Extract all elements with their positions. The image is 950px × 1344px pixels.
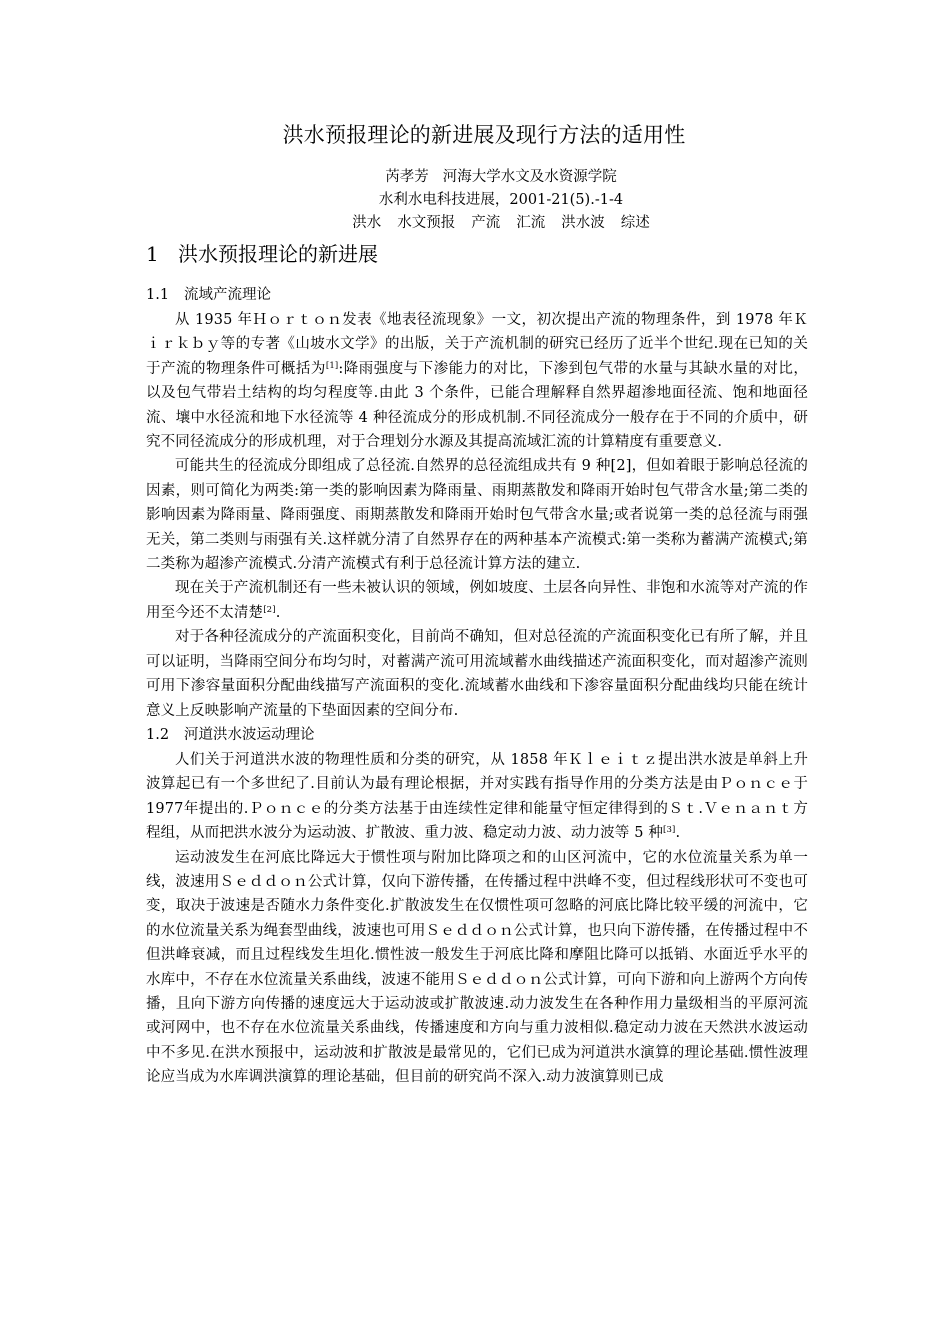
paper-page	[146, 118, 808, 1090]
keyword: 洪水波	[561, 215, 605, 231]
keyword: 水文预报	[397, 215, 456, 231]
author-affiliation: 河海大学水文及水资源学院	[442, 169, 617, 185]
keyword: 洪水	[352, 215, 382, 231]
body-paragraph: 可能共生的径流成分即组成了总径流.自然界的总径流组成共有 9 种[2]，但如着眼于影响总径流的因素，则可简化为两类:第一类的影响因素为降雨量、雨期蒸散发和降雨开始时包气带含水量;第二类的影响因素为降雨量、降雨强度、雨期蒸散发和降雨开始时包气带含水量;或者说第一类的总径流与雨强无关，第二类则与雨强有关.这样就分清了自然界存在的两种基本产流模式:第一类称为蓄满产流模式;第二类称为超渗产流模式.分清产流模式有利于总径流计算方法的建立.	[146, 458, 808, 573]
subsection-title: 流域产流理论	[184, 287, 271, 303]
subsection-heading	[146, 723, 808, 748]
paragraph-text: 从 1935 年Ｈｏｒｔｏｎ发表《地表径流现象》一文，初次提出产流的物理条件，到 1978 年Ｋｉｒｋｂｙ等的专著《山坡水文学》的出版，关于产流机制的研究已经历了近半个世纪.现在已知的关于产流的物理条件可概括为	[146, 312, 808, 377]
paragraph-text: 人们关于河道洪水波的物理性质和分类的研究，从 1858 年Ｋｌｅｉｔｚ提出洪水波是单斜上升波算起已有一个多世纪了.目前认为最有理论根据，并对实践有指导作用的分类方法是由Ｐｏｎｃｅ于1977年提出的.Ｐｏｎｃｅ的分类方法基于由连续性定律和能量守恒定律得到的Ｓｔ.Ｖｅｎａｎｔ方程组，从而把洪水波分为运动波、扩散波、重力波、稳定动力波、动力波等 5 种	[146, 751, 808, 842]
journal-line: 水利水电科技进展，2001-21(5).-1-4	[378, 192, 624, 208]
subsection-heading	[146, 283, 808, 308]
subsection-number: 1.1	[146, 287, 170, 303]
keyword: 综述	[620, 215, 650, 231]
body-paragraph: 对于各种径流成分的产流面积变化，目前尚不确知，但对总径流的产流面积变化已有所了解，并且可以证明，当降雨空间分布均匀时，对蓄满产流可用流域蓄水曲线描述产流面积变化，而对超渗产流则可用下渗容量面积分配曲线描写产流面积的变化.流域蓄水曲线和下渗容量面积分配曲线均只能在统计意义上反映影响产流量的下垫面因素的空间分布.	[146, 629, 808, 719]
keywords-line	[146, 212, 808, 235]
section-heading	[146, 239, 808, 269]
author-name: 芮孝芳	[385, 169, 429, 185]
subsection-number: 1.2	[146, 726, 170, 743]
citation: [1]	[325, 360, 339, 371]
section-title: 洪水预报理论的新进展	[178, 242, 378, 266]
paragraph-text: .	[675, 825, 681, 842]
paper-title: 洪水预报理论的新进展及现行方法的适用性	[282, 123, 686, 147]
citation: [3]	[663, 825, 676, 836]
subsection-title: 河道洪水波运动理论	[184, 726, 315, 743]
paragraph-text: 现在关于产流机制还有一些未被认识的领域，例如坡度、土层各向异性、非饱和水流等对产流的作用至今还不太清楚	[146, 580, 808, 621]
citation: [2]	[263, 604, 276, 615]
body-paragraph	[146, 308, 808, 454]
paragraph-text: :降雨强度与下渗能力的对比，下渗到包气带的水量与其缺水量的对比，以及包气带岩土结构的均匀程度等.由此 3 个条件，已能合理解释自然界超渗地面径流、饱和地面径流、壤中水径流和地下水径流等 4 种径流成分的形成机制.不同径流成分一般存在于不同的介质中，研究不同径流成分的形成机理，对于合理划分水源及其提高流域汇流的计算精度有重要意义.	[146, 360, 808, 451]
section-number: 1	[146, 242, 159, 266]
author-line	[146, 166, 808, 189]
body-paragraph	[146, 748, 808, 846]
keyword: 产流	[471, 215, 501, 231]
body-paragraph: 运动波发生在河底比降远大于惯性项与附加比降项之和的山区河流中，它的水位流量关系为单一线，波速用Ｓｅｄｄｏｎ公式计算，仅向下游传播，在传播过程中洪峰不变，但过程线形状可不变也可变，取决于波速是否随水力条件变化.扩散波发生在仅惯性项可忽略的河底比降比较平缓的河流中，它的水位流量关系为绳套型曲线，波速也可用Ｓｅｄｄｏｎ公式计算，也只向下游传播，在传播过程中不但洪峰衰减，而且过程线发生坦化.惯性波一般发生于河底比降和摩阻比降可以抵销、水面近乎水平的水库中，不存在水位流量关系曲线，波速不能用Ｓｅｄｄｏｎ公式计算，可向下游和向上游两个方向传播，且向下游方向传播的速度远大于运动波或扩散波速.动力波发生在各种作用力量级相当的平原河流或河网中，也不存在水位流量关系曲线，传播速度和方向与重力波相似.稳定动力波在天然洪水波运动中不多见.在洪水预报中，运动波和扩散波是最常见的，它们已成为河道洪水演算的理论基础.惯性波理论应当成为水库调洪演算的理论基础，但目前的研究尚不深入.动力波演算则已成	[146, 849, 808, 1086]
body-paragraph	[146, 576, 808, 625]
paragraph-text: .	[275, 604, 281, 621]
keyword: 汇流	[516, 215, 546, 231]
